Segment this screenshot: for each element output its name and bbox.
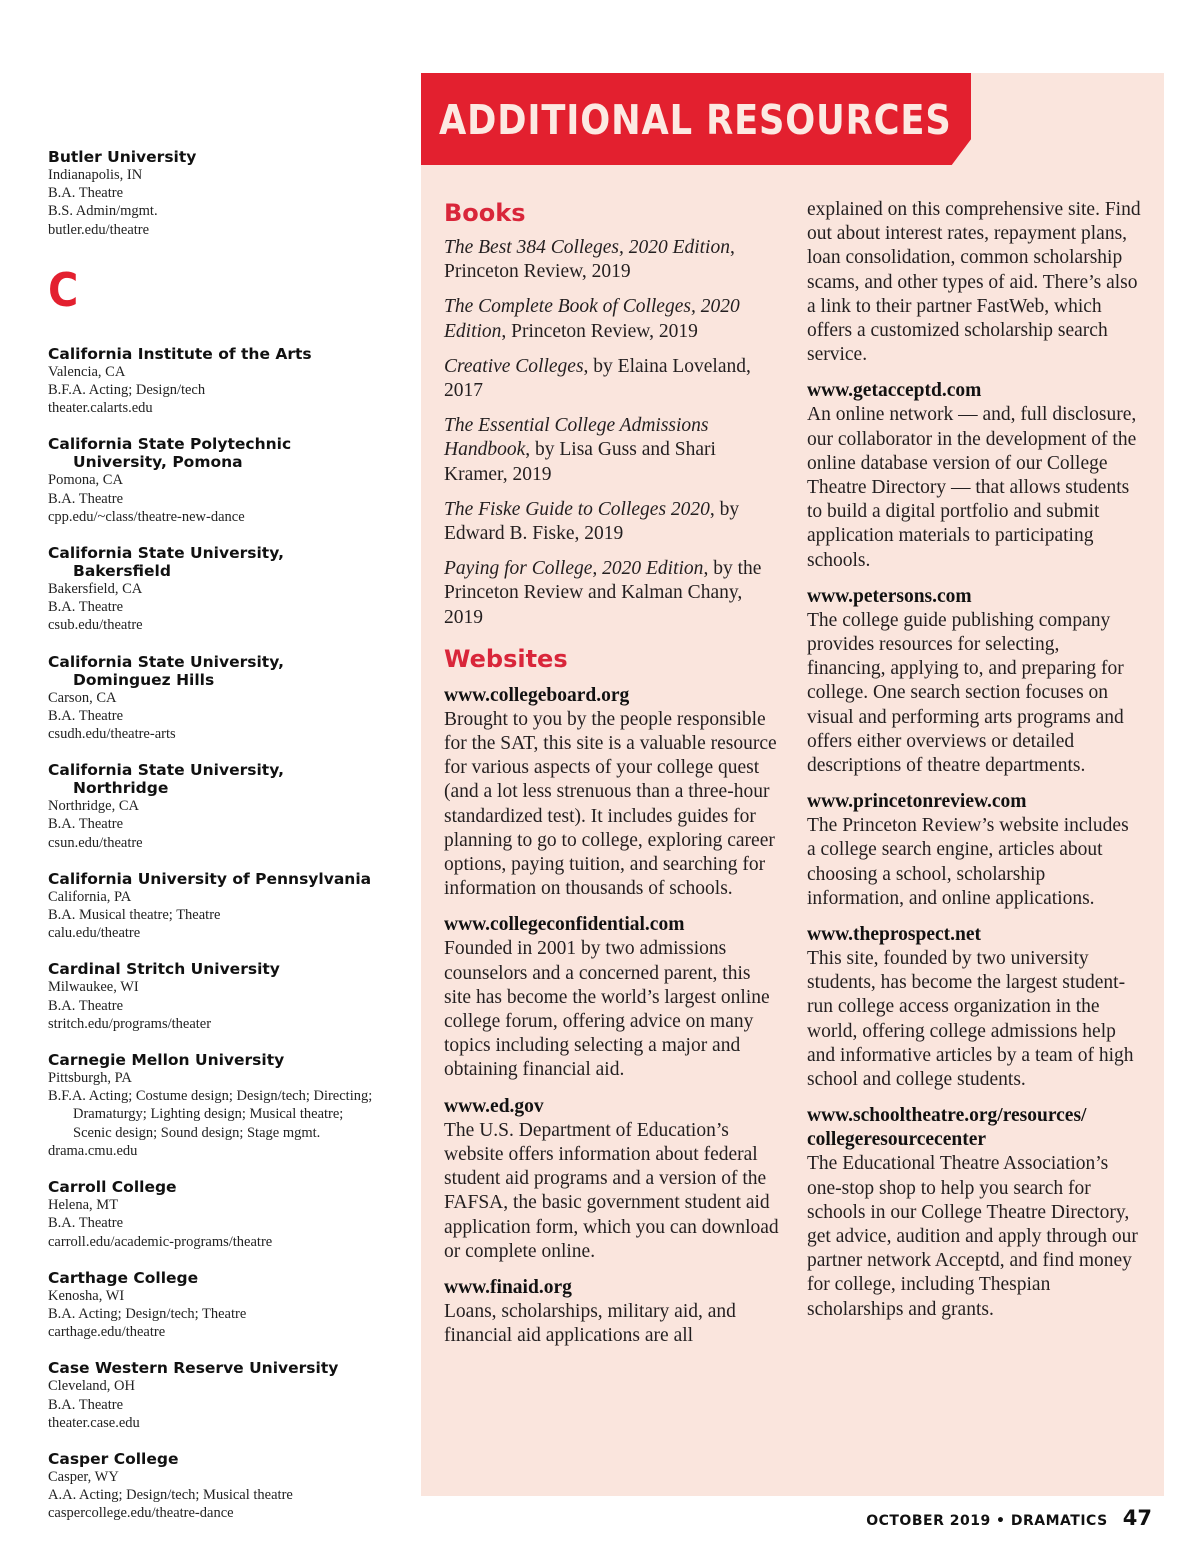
college-location: Helena, MT (48, 1197, 119, 1214)
college-name: Carnegie Mellon University (48, 1051, 285, 1070)
college-program: B.S. Admin/mgmt. (48, 203, 158, 220)
book-item (444, 236, 779, 284)
website-url: www.finaid.org (444, 1276, 572, 1298)
book-item (444, 557, 779, 630)
college-program: B.A. Theatre (48, 185, 124, 202)
website-entry (444, 1095, 779, 1264)
college-name: Butler University (48, 148, 197, 166)
resources-column-right (807, 198, 1142, 1334)
directory-entry (48, 1178, 378, 1251)
directory-entry (48, 1269, 378, 1342)
directory-entries (48, 345, 378, 1523)
college-programs: B.F.A. Acting; Design/tech (48, 382, 206, 399)
directory-entry (48, 435, 378, 526)
college-name: California Institute of the Arts (48, 344, 312, 363)
college-name: California State Polytechnic University, Pomona (48, 435, 292, 472)
college-name: Cardinal Stritch University (48, 960, 280, 979)
website-url: www.petersons.com (807, 585, 972, 607)
college-location: Carson, CA (48, 689, 117, 706)
college-url: calu.edu/theatre (48, 925, 141, 942)
website-url: www.theprospect.net (807, 924, 982, 946)
college-programs: B.A. Theatre (48, 997, 124, 1014)
college-programs: B.A. Theatre (48, 1215, 124, 1232)
college-name: Carthage College (48, 1268, 199, 1287)
college-programs: B.A. Musical theatre; Theatre (48, 907, 221, 924)
directory-entry (48, 960, 378, 1033)
college-url: carroll.edu/academic-programs/theatre (48, 1233, 273, 1250)
college-url: cpp.edu/~class/theatre-new-dance (48, 508, 245, 525)
book-item (444, 295, 779, 343)
website-description: The Educational Theatre Association’s one-stop shop to help you search for schools in our College Theatre Directory, get advice, audition and apply through our partner network Acceptd, and find money for college, including Thespian scholarships and grants. (807, 1153, 1138, 1320)
college-programs: B.A. Acting; Design/tech; Theatre (48, 1305, 247, 1322)
college-programs: B.A. Theatre (48, 816, 124, 833)
book-details: , Princeton Review, 2019 (444, 237, 735, 283)
website-entry (444, 1276, 779, 1348)
college-name: Carroll College (48, 1178, 177, 1197)
website-description: Brought to you by the people responsible for the SAT, this site is a valuable resource for various aspects of your college quest (and a lot less strenuous than a three-hour standardized test). It includes guides for planning to go to college, exploring career options, paying tuition, and searching for information on thousands of schools. (444, 708, 777, 900)
website-entry (807, 1104, 1142, 1321)
website-entry (807, 790, 1142, 911)
college-url: theater.calarts.edu (48, 400, 153, 417)
directory-entry (48, 345, 378, 418)
website-description: The college guide publishing company provides resources for selecting, financing, applying to, and preparing for college. One search section focuses on visual and performing arts programs and offers either overviews or detailed descriptions of theatre departments. (807, 609, 1124, 777)
directory-entry (48, 1359, 378, 1432)
website-description: The U.S. Department of Education’s website offers information about federal student aid programs and a version of the FAFSA, the basic government student aid application form, which you can download or complete online. (444, 1119, 779, 1262)
college-location: Indianapolis, IN (48, 167, 143, 183)
section-letter: C (48, 262, 77, 317)
website-description: This site, founded by two university students, has become the largest student-run college access organization in the world, offering college admissions help and informative articles by a team of high school and college students. (807, 948, 1134, 1091)
book-title: Creative Colleges (444, 355, 584, 377)
book-item (444, 414, 779, 487)
website-entry (807, 585, 1142, 778)
college-programs: B.A. Theatre (48, 707, 124, 724)
college-url: butler.edu/theatre (48, 221, 150, 238)
book-title: The Complete Book of Colleges, 2020 Edition (444, 296, 740, 342)
college-programs: B.A. Theatre (48, 1396, 124, 1413)
college-location: California, PA (48, 888, 132, 905)
page-number: 47 (1122, 1506, 1152, 1530)
college-url: csun.edu/theatre (48, 834, 143, 851)
college-directory-column (48, 148, 378, 1541)
website-url: www.collegeboard.org (444, 684, 630, 706)
college-location: Valencia, CA (48, 363, 126, 380)
college-programs: B.A. Theatre (48, 490, 124, 507)
website-description: Founded in 2001 by two admissions counselors and a concerned parent, this site has become the world’s largest online college forum, offering advice on many topics including selecting a major and obtaining financial aid. (444, 938, 770, 1081)
directory-entry (48, 1450, 378, 1523)
directory-entry (48, 653, 378, 744)
college-name: Case Western Reserve University (48, 1359, 339, 1378)
college-location: Cleveland, OH (48, 1378, 135, 1395)
book-details: , Princeton Review, 2019 (501, 320, 698, 342)
resources-column-left (444, 198, 779, 1360)
book-details: , by Elaina Loveland, 2017 (444, 355, 751, 402)
websites-list-right (807, 379, 1142, 1321)
book-details: , by Edward B. Fiske, 2019 (444, 498, 740, 545)
college-name: California State University, Bakersfield (48, 544, 284, 581)
college-name: California State University, Dominguez Hills (48, 652, 284, 689)
websites-list-left (444, 684, 779, 1348)
websites-heading: Websites (444, 644, 568, 673)
website-url: www.ed.gov (444, 1095, 544, 1117)
directory-entry (48, 870, 378, 943)
resources-title: ADDITIONAL RESOURCES (439, 96, 952, 144)
website-description: Loans, scholarships, military aid, and financial aid applications are all (444, 1300, 736, 1347)
website-entry (807, 379, 1142, 572)
college-name: Casper College (48, 1449, 179, 1468)
book-title: The Best 384 Colleges, 2020 Edition (444, 237, 730, 258)
website-description: An online network — and, full disclosure, our collaborator in the development of the online database version of our College Theatre Directory — that allows students to build a digital portfolio and submit application materials to participating schools. (807, 404, 1137, 571)
website-description: The Princeton Review’s website includes a college search engine, articles about choosing a school, scholarship information, and online applications. (807, 815, 1129, 909)
book-details: , by Lisa Guss and Shari Kramer, 2019 (444, 439, 716, 485)
college-location: Casper, WY (48, 1468, 119, 1485)
college-location: Kenosha, WI (48, 1287, 125, 1304)
college-programs: B.A. Theatre (48, 599, 124, 616)
book-item (444, 498, 779, 546)
book-details: , by the Princeton Review and Kalman Chany, 2019 (444, 558, 762, 628)
footer-issue: OCTOBER 2019 • DRAMATICS (866, 1513, 1108, 1529)
college-location: Pomona, CA (48, 472, 123, 489)
college-url: drama.cmu.edu (48, 1142, 138, 1159)
college-url: csudh.edu/theatre-arts (48, 726, 176, 743)
college-location: Pittsburgh, PA (48, 1070, 132, 1087)
books-list (444, 236, 779, 630)
page-footer (866, 1506, 1152, 1530)
college-programs: B.F.A. Acting; Costume design; Design/tech; Directing; Dramaturgy; Lighting design; Musical theatre; Scenic design; Sound design; Stage mgmt. (48, 1088, 373, 1141)
college-url: carthage.edu/theatre (48, 1324, 166, 1341)
book-title: The Essential College Admissions Handbook (444, 415, 709, 461)
website-entry (807, 923, 1142, 1092)
book-item (444, 355, 779, 403)
college-name: California University of Pennsylvania (48, 869, 372, 888)
book-title: Paying for College, 2020 Edition (444, 558, 704, 580)
college-url: theater.case.edu (48, 1414, 140, 1431)
directory-entry (48, 544, 378, 635)
website-url: www.collegeconfidential.com (444, 914, 685, 936)
college-location: Bakersfield, CA (48, 581, 143, 598)
directory-entry-butler (48, 148, 378, 239)
college-name: California State University, Northridge (48, 761, 284, 798)
college-programs: A.A. Acting; Design/tech; Musical theatre (48, 1487, 293, 1504)
college-location: Northridge, CA (48, 798, 140, 815)
college-url: caspercollege.edu/theatre-dance (48, 1505, 234, 1522)
college-url: stritch.edu/programs/theater (48, 1015, 212, 1032)
directory-entry (48, 1051, 378, 1160)
website-url: www.getacceptd.com (807, 380, 982, 402)
website-url: www.schooltheatre.org/resources/ collegeresourcecenter (807, 1105, 1087, 1151)
directory-entry (48, 761, 378, 852)
college-location: Milwaukee, WI (48, 979, 139, 996)
book-title: The Fiske Guide to Colleges 2020 (444, 498, 710, 520)
college-url: csub.edu/theatre (48, 617, 143, 634)
website-entry (444, 684, 779, 902)
books-heading: Books (444, 199, 526, 227)
website-url: www.princetonreview.com (807, 791, 1027, 813)
finaid-continued-text: explained on this comprehensive site. Find out about interest rates, repayment plans, loan consolidation, common scholarship scams, and other types of aid. There’s also a link to their partner FastWeb, which offers a customized scholarship search service. (807, 199, 1141, 366)
website-entry (444, 913, 779, 1082)
section-letter-block (48, 257, 378, 317)
